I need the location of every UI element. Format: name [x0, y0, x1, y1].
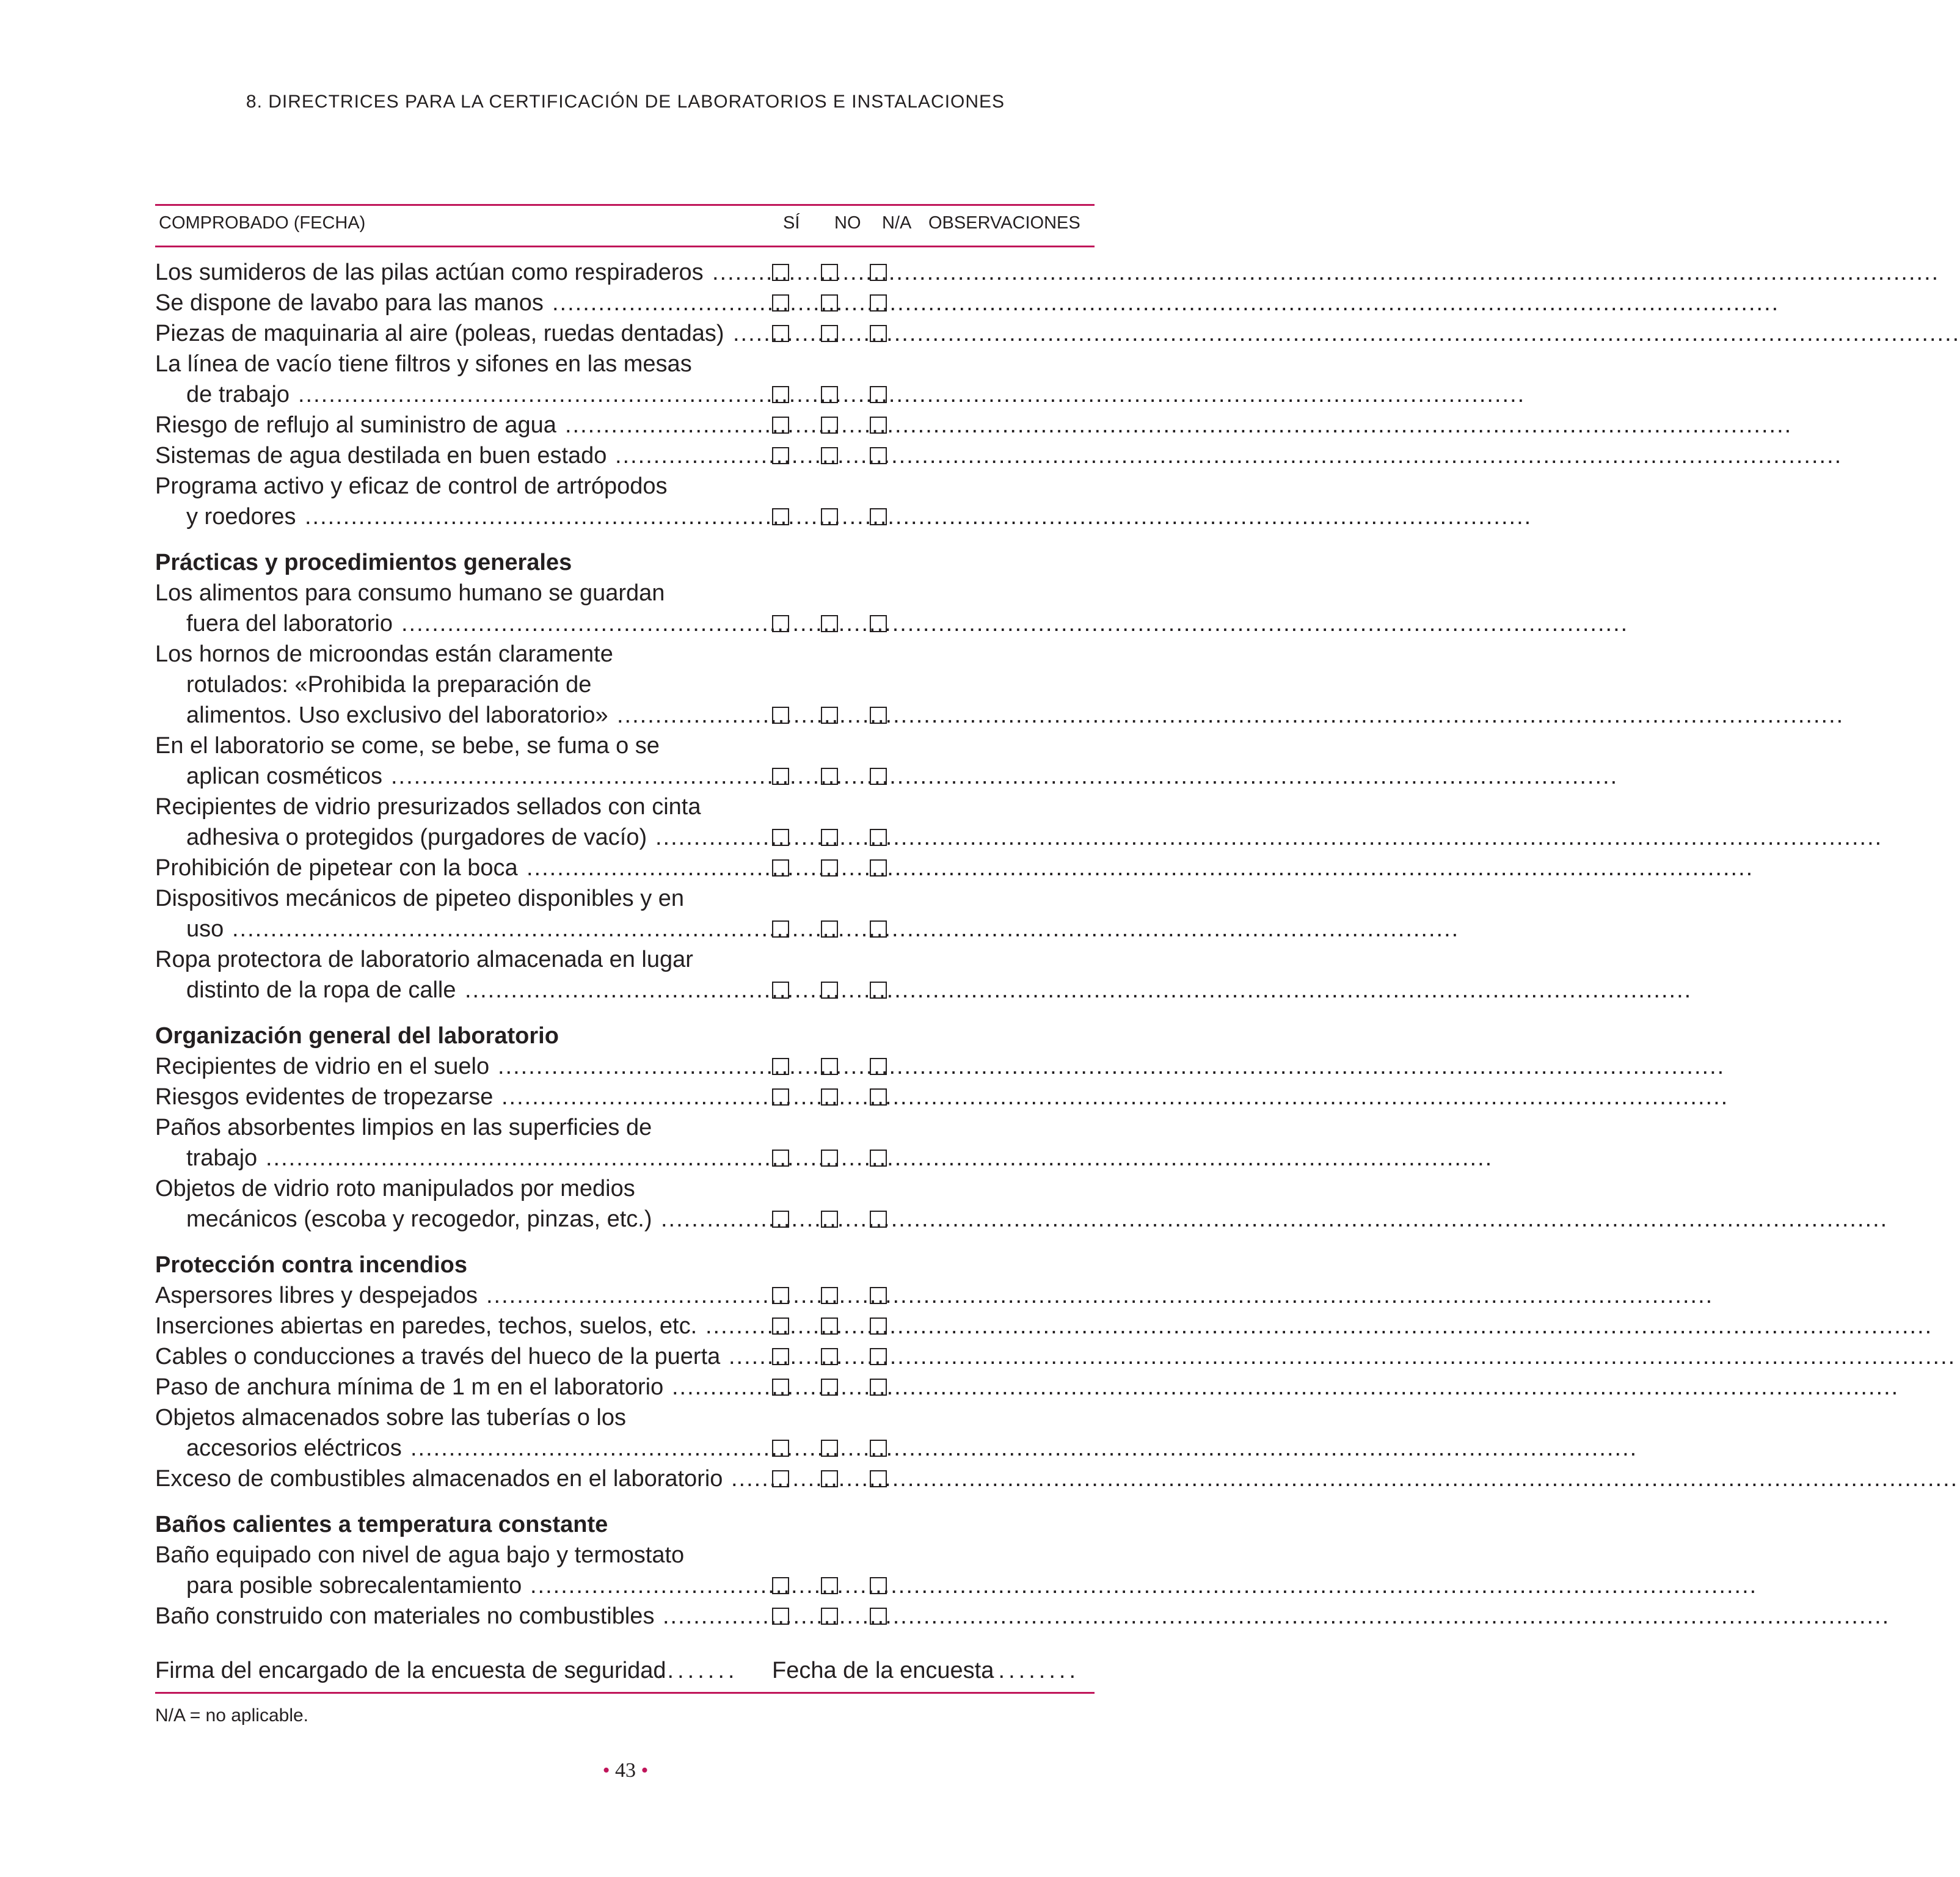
bullet-icon: •	[641, 1759, 649, 1782]
item-text: Los hornos de microondas están claramente	[155, 641, 613, 667]
item-text: Recipientes de vidrio en el suelo	[155, 1054, 490, 1079]
checklist-item-line	[155, 853, 1754, 883]
na-checkbox[interactable]	[870, 920, 887, 938]
yes-checkbox[interactable]	[772, 982, 789, 999]
item-text: Dispositivos mecánicos de pipeteo disponibles y en	[155, 886, 685, 911]
no-checkbox[interactable]	[821, 1440, 838, 1457]
no-checkbox[interactable]	[821, 1287, 838, 1304]
checklist-item-line	[155, 1051, 1725, 1082]
dot-leader: ................................................................................................................................................................	[530, 1573, 1758, 1598]
item-text: fuera del laboratorio	[186, 611, 393, 636]
column-header-no: NO	[834, 213, 861, 233]
item-text: Prohibición de pipetear con la boca	[155, 855, 518, 881]
section-gap	[155, 1005, 1095, 1021]
yes-checkbox[interactable]	[772, 508, 789, 525]
checklist-item-line	[155, 608, 1629, 639]
item-text: mecánicos (escoba y recogedor, pinzas, etc.)	[186, 1206, 652, 1232]
item-text: Baño construido con materiales no combustibles	[155, 1603, 655, 1629]
na-checkbox[interactable]	[870, 707, 887, 724]
no-checkbox[interactable]	[821, 1211, 838, 1228]
dot-leader: ................................................................................................................................................................	[401, 611, 1629, 636]
yes-checkbox[interactable]	[772, 768, 789, 785]
checklist-item-line	[155, 1143, 1493, 1173]
na-checkbox[interactable]	[870, 1379, 887, 1396]
no-checkbox[interactable]	[821, 829, 838, 846]
yes-checkbox[interactable]	[772, 447, 789, 464]
no-checkbox[interactable]	[821, 294, 838, 312]
item-text: Objetos de vidrio roto manipulados por medios	[155, 1176, 635, 1201]
no-checkbox[interactable]	[821, 1379, 838, 1396]
yes-checkbox[interactable]	[772, 1088, 789, 1106]
running-header: 8. DIRECTRICES PARA LA CERTIFICACIÓN DE LABORATORIOS E INSTALACIONES	[246, 92, 1005, 112]
yes-checkbox[interactable]	[772, 386, 789, 403]
item-text: para posible sobrecalentamiento	[186, 1573, 522, 1598]
item-text: Paños absorbentes limpios en las superficies de	[155, 1115, 652, 1140]
signature-dots: ........	[657, 1658, 738, 1683]
na-checkbox[interactable]	[870, 325, 887, 342]
dot-leader: ................................................................................................................................................................	[465, 977, 1692, 1003]
yes-checkbox[interactable]	[772, 707, 789, 724]
no-checkbox[interactable]	[821, 1577, 838, 1594]
dot-leader: ................................................................................................................................................................	[486, 1283, 1714, 1308]
no-checkbox[interactable]	[821, 1470, 838, 1487]
yes-checkbox[interactable]	[772, 859, 789, 877]
footnote: N/A = no aplicable.	[155, 1705, 309, 1726]
checklist-item-line	[155, 349, 1095, 379]
no-checkbox[interactable]	[821, 982, 838, 999]
checklist-item-line	[155, 944, 1095, 975]
column-header-checked: COMPROBADO (FECHA)	[159, 213, 366, 233]
no-checkbox[interactable]	[821, 859, 838, 877]
na-checkbox[interactable]	[870, 1287, 887, 1304]
yes-checkbox[interactable]	[772, 615, 789, 632]
item-text: Cables o conducciones a través del hueco de la puerta	[155, 1344, 721, 1369]
section-heading: Prácticas y procedimientos generales	[155, 550, 572, 575]
na-checkbox[interactable]	[870, 1577, 887, 1594]
checklist-item-line	[155, 975, 1692, 1005]
item-text: uso	[186, 916, 224, 942]
dot-leader: ................................................................................................................................................................	[232, 916, 1460, 942]
na-checkbox[interactable]	[870, 1608, 887, 1625]
na-checkbox[interactable]	[870, 1150, 887, 1167]
item-text: de trabajo	[186, 382, 290, 407]
checklist	[155, 257, 1960, 1631]
item-text: Ropa protectora de laboratorio almacenada en lugar	[155, 947, 693, 972]
no-checkbox[interactable]	[821, 615, 838, 632]
checklist-item-line	[155, 1402, 1095, 1433]
item-text: Piezas de maquinaria al aire (poleas, ruedas dentadas)	[155, 321, 724, 346]
na-checkbox[interactable]	[870, 1440, 887, 1457]
item-text: rotulados: «Prohibida la preparación de	[186, 672, 592, 698]
checklist-item-line	[155, 1570, 1758, 1601]
section-gap	[155, 1234, 1095, 1250]
dot-leader: ................................................................................................................................................................	[552, 290, 1780, 316]
checklist-item-line	[155, 379, 1526, 410]
no-checkbox[interactable]	[821, 447, 838, 464]
yes-checkbox[interactable]	[772, 417, 789, 434]
checklist-item-line	[155, 318, 1960, 349]
section-heading: Protección contra incendios	[155, 1252, 467, 1278]
survey-date-dots: .........	[988, 1658, 1080, 1683]
yes-checkbox[interactable]	[772, 829, 789, 846]
dot-leader: ................................................................................................................................................................	[661, 1206, 1889, 1232]
na-checkbox[interactable]	[870, 615, 887, 632]
na-checkbox[interactable]	[870, 417, 887, 434]
no-checkbox[interactable]	[821, 264, 838, 281]
column-header-yes: SÍ	[783, 213, 800, 233]
checklist-item-line	[155, 669, 1095, 700]
item-text: alimentos. Uso exclusivo del laboratorio»	[186, 702, 608, 728]
column-header-na: N/A	[882, 213, 912, 233]
checklist-item-line	[155, 1204, 1889, 1234]
dot-leader: ................................................................................................................................................................	[672, 1374, 1900, 1400]
item-text: Riesgo de reflujo al suministro de agua	[155, 412, 556, 438]
yes-checkbox[interactable]	[772, 920, 789, 938]
dot-leader: ................................................................................................................................................................	[526, 855, 1754, 881]
checklist-item-line	[155, 792, 1095, 822]
table-top-rule	[155, 204, 1095, 206]
checklist-item-line	[155, 1311, 1933, 1341]
no-checkbox[interactable]	[821, 1348, 838, 1365]
item-text: y roedores	[186, 504, 296, 530]
dot-leader: ................................................................................................................................................................	[615, 443, 1843, 468]
na-checkbox[interactable]	[870, 264, 887, 281]
no-checkbox[interactable]	[821, 1088, 838, 1106]
checklist-item-line	[155, 1372, 1900, 1402]
na-checkbox[interactable]	[870, 1088, 887, 1106]
page-number-value: 43	[615, 1759, 636, 1782]
no-checkbox[interactable]	[821, 1150, 838, 1167]
no-checkbox[interactable]	[821, 707, 838, 724]
item-text: adhesiva o protegidos (purgadores de vacío)	[186, 825, 647, 850]
signature-label: Firma del encargado de la encuesta de seguridad	[155, 1658, 666, 1683]
checklist-item-line	[155, 578, 1095, 608]
dot-leader: ................................................................................................................................................................	[498, 1054, 1725, 1079]
item-text: La línea de vacío tiene filtros y sifones en las mesas	[155, 351, 692, 377]
item-text: Los sumideros de las pilas actúan como respiraderos	[155, 260, 704, 285]
na-checkbox[interactable]	[870, 768, 887, 785]
dot-leader: ................................................................................................................................................................	[663, 1603, 1890, 1629]
item-text: En el laboratorio se come, se bebe, se fuma o se	[155, 733, 660, 759]
dot-leader: ................................................................................................................................................................	[705, 1313, 1933, 1339]
yes-checkbox[interactable]	[772, 1470, 789, 1487]
no-checkbox[interactable]	[821, 1058, 838, 1075]
item-text: Los alimentos para consumo humano se guardan	[155, 580, 665, 606]
yes-checkbox[interactable]	[772, 1348, 789, 1365]
dot-leader: ................................................................................................................................................................	[733, 321, 1960, 346]
survey-date-label: Fecha de la encuesta	[772, 1658, 994, 1683]
na-checkbox[interactable]	[870, 386, 887, 403]
na-checkbox[interactable]	[870, 859, 887, 877]
checklist-item-line	[155, 1112, 1095, 1143]
yes-checkbox[interactable]	[772, 1150, 789, 1167]
na-checkbox[interactable]	[870, 1470, 887, 1487]
dot-leader: ................................................................................................................................................................	[617, 702, 1845, 728]
yes-checkbox[interactable]	[772, 1287, 789, 1304]
item-text: Inserciones abiertas en paredes, techos, suelos, etc.	[155, 1313, 698, 1339]
item-text: Objetos almacenados sobre las tuberías o los	[155, 1405, 626, 1431]
item-text: distinto de la ropa de calle	[186, 977, 456, 1003]
na-checkbox[interactable]	[870, 508, 887, 525]
no-checkbox[interactable]	[821, 386, 838, 403]
item-text: Se dispone de lavabo para las manos	[155, 290, 544, 316]
signature-row	[155, 1655, 1095, 1686]
dot-leader: ................................................................................................................................................................	[305, 504, 1532, 530]
item-text: Baño equipado con nivel de agua bajo y termostato	[155, 1542, 685, 1568]
column-header-rule	[155, 246, 1095, 247]
checklist-item-line	[155, 1540, 1095, 1570]
item-text: Paso de anchura mínima de 1 m en el laboratorio	[155, 1374, 664, 1400]
checklist-item-line	[155, 761, 1619, 792]
bullet-icon: •	[602, 1759, 610, 1782]
yes-checkbox[interactable]	[772, 325, 789, 342]
checklist-item-line	[155, 731, 1095, 761]
no-checkbox[interactable]	[821, 768, 838, 785]
yes-checkbox[interactable]	[772, 264, 789, 281]
yes-checkbox[interactable]	[772, 1211, 789, 1228]
na-checkbox[interactable]	[870, 1348, 887, 1365]
checklist-item-line	[155, 1433, 1638, 1463]
section-gap	[155, 532, 1095, 547]
checklist-item-line	[155, 288, 1780, 318]
na-checkbox[interactable]	[870, 1058, 887, 1075]
checklist-item-line	[155, 1082, 1729, 1112]
na-checkbox[interactable]	[870, 982, 887, 999]
yes-checkbox[interactable]	[772, 1577, 789, 1594]
dot-leader: ................................................................................................................................................................	[298, 382, 1526, 407]
section-gap	[155, 1494, 1095, 1509]
section-heading: Baños calientes a temperatura constante	[155, 1512, 608, 1537]
checklist-item-line	[155, 914, 1460, 944]
item-text: accesorios eléctricos	[186, 1435, 402, 1461]
dot-leader: ................................................................................................................................................................	[712, 260, 1940, 285]
yes-checkbox[interactable]	[772, 1608, 789, 1625]
yes-checkbox[interactable]	[772, 1440, 789, 1457]
yes-checkbox[interactable]	[772, 1318, 789, 1335]
no-checkbox[interactable]	[821, 920, 838, 938]
na-checkbox[interactable]	[870, 829, 887, 846]
checklist-item-line	[155, 440, 1843, 471]
checklist-item-line	[155, 410, 1793, 440]
na-checkbox[interactable]	[870, 447, 887, 464]
no-checkbox[interactable]	[821, 1318, 838, 1335]
dot-leader: ................................................................................................................................................................	[731, 1466, 1959, 1492]
item-text: aplican cosméticos	[186, 764, 383, 789]
dot-leader: ................................................................................................................................................................	[410, 1435, 1638, 1461]
dot-leader: ................................................................................................................................................................	[391, 764, 1619, 789]
yes-checkbox[interactable]	[772, 294, 789, 312]
item-text: Sistemas de agua destilada en buen estado	[155, 443, 607, 468]
checklist-item-line	[155, 1463, 1959, 1494]
checklist-item-line	[155, 471, 1095, 501]
yes-checkbox[interactable]	[772, 1058, 789, 1075]
dot-leader: ................................................................................................................................................................	[729, 1344, 1956, 1369]
dot-leader: ................................................................................................................................................................	[565, 412, 1793, 438]
section-heading: Organización general del laboratorio	[155, 1023, 559, 1049]
checklist-item-line	[155, 700, 1845, 731]
item-text: Recipientes de vidrio presurizados sellados con cinta	[155, 794, 701, 820]
no-checkbox[interactable]	[821, 508, 838, 525]
dot-leader: ................................................................................................................................................................	[266, 1145, 1493, 1171]
checklist-item-line	[155, 1173, 1095, 1204]
item-text: Aspersores libres y despejados	[155, 1283, 478, 1308]
yes-checkbox[interactable]	[772, 1379, 789, 1396]
column-header-observations: OBSERVACIONES	[928, 213, 1080, 233]
checklist-item-line	[155, 1601, 1890, 1631]
dot-leader: ................................................................................................................................................................	[655, 825, 1883, 850]
no-checkbox[interactable]	[821, 417, 838, 434]
checklist-item-line	[155, 822, 1883, 853]
na-checkbox[interactable]	[870, 1318, 887, 1335]
checklist-item-line	[155, 1280, 1714, 1311]
checklist-item-line	[155, 883, 1095, 914]
item-text: Riesgos evidentes de tropezarse	[155, 1084, 494, 1110]
no-checkbox[interactable]	[821, 325, 838, 342]
checklist-item-line	[155, 501, 1532, 532]
item-text: trabajo	[186, 1145, 258, 1171]
dot-leader: ................................................................................................................................................................	[501, 1084, 1729, 1110]
checklist-item-line	[155, 257, 1940, 288]
item-text: Programa activo y eficaz de control de artrópodos	[155, 473, 668, 499]
table-bottom-rule	[155, 1692, 1095, 1694]
na-checkbox[interactable]	[870, 294, 887, 312]
checklist-item-line	[155, 639, 1095, 669]
item-text: Exceso de combustibles almacenados en el laboratorio	[155, 1466, 723, 1492]
page-number	[0, 1759, 1251, 1782]
no-checkbox[interactable]	[821, 1608, 838, 1625]
checklist-item-line	[155, 1341, 1956, 1372]
na-checkbox[interactable]	[870, 1211, 887, 1228]
